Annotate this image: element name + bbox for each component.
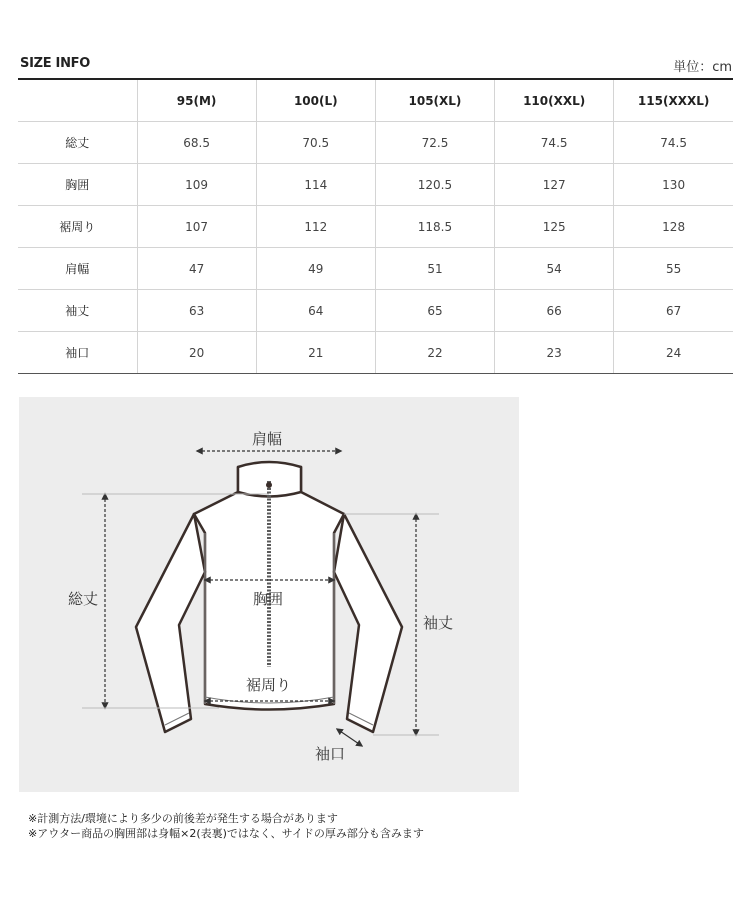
right-sleeve-outline [334,514,402,732]
table-cell: 107 [137,206,256,248]
table-row [18,164,733,206]
sleeve-length-label: 袖丈 [423,614,454,632]
left-sleeve-outline [136,514,205,732]
table-row [18,332,733,374]
table-cell: 70.5 [256,122,375,164]
table-cell: 74.5 [614,122,733,164]
table-cell: 54 [495,248,614,290]
table-cell: 47 [137,248,256,290]
hem-label: 裾周り [246,676,292,694]
table-cell: 67 [614,290,733,332]
unit-label: 単位：cm [673,60,732,75]
table-header-row [18,79,733,122]
table-cell: 130 [614,164,733,206]
table-cell: 109 [137,164,256,206]
row-label: 肩幅 [18,248,137,290]
garment-measurement-diagram [19,397,519,792]
table-cell: 72.5 [375,122,494,164]
column-header: 100(L) [256,79,375,122]
table-cell: 114 [256,164,375,206]
note-line: ※計測方法/環境により多少の前後差が発生する場合があります [28,812,338,825]
column-header: 110(XXL) [495,79,614,122]
row-label: 袖口 [18,332,137,374]
note-line: ※アウター商品の胸囲部は身幅×2(表裏)ではなく、サイドの厚み部分も含みます [28,827,424,840]
table-cell: 21 [256,332,375,374]
chest-label: 胸囲 [253,590,284,608]
column-header [18,79,137,122]
cuff-band [165,713,373,725]
total-length-label: 総丈 [68,590,99,608]
table-cell: 68.5 [137,122,256,164]
table-cell: 24 [614,332,733,374]
table-row [18,290,733,332]
table-cell: 63 [137,290,256,332]
zipper-pull [266,482,272,488]
table-cell: 125 [495,206,614,248]
collar-outline [238,462,301,497]
table-row [18,206,733,248]
table-cell: 74.5 [495,122,614,164]
table-row [18,122,733,164]
table-cell: 66 [495,290,614,332]
row-label: 袖丈 [18,290,137,332]
table-cell: 20 [137,332,256,374]
table-cell: 22 [375,332,494,374]
row-label: 裾周り [18,206,137,248]
column-header: 105(XL) [375,79,494,122]
table-cell: 51 [375,248,494,290]
row-label: 胸囲 [18,164,137,206]
notes [28,811,424,841]
table-cell: 65 [375,290,494,332]
table-cell: 120.5 [375,164,494,206]
table-cell: 49 [256,248,375,290]
table-cell: 128 [614,206,733,248]
cuff-label: 袖口 [315,745,346,763]
table-cell: 64 [256,290,375,332]
table-cell: 23 [495,332,614,374]
size-table [18,78,733,374]
table-cell: 55 [614,248,733,290]
size-info-title: SIZE INFO [20,56,90,71]
column-header: 115(XXXL) [614,79,733,122]
table-cell: 118.5 [375,206,494,248]
row-label: 総丈 [18,122,137,164]
table-row [18,248,733,290]
column-header: 95(M) [137,79,256,122]
shoulder-label: 肩幅 [252,430,283,448]
table-cell: 127 [495,164,614,206]
table-cell: 112 [256,206,375,248]
